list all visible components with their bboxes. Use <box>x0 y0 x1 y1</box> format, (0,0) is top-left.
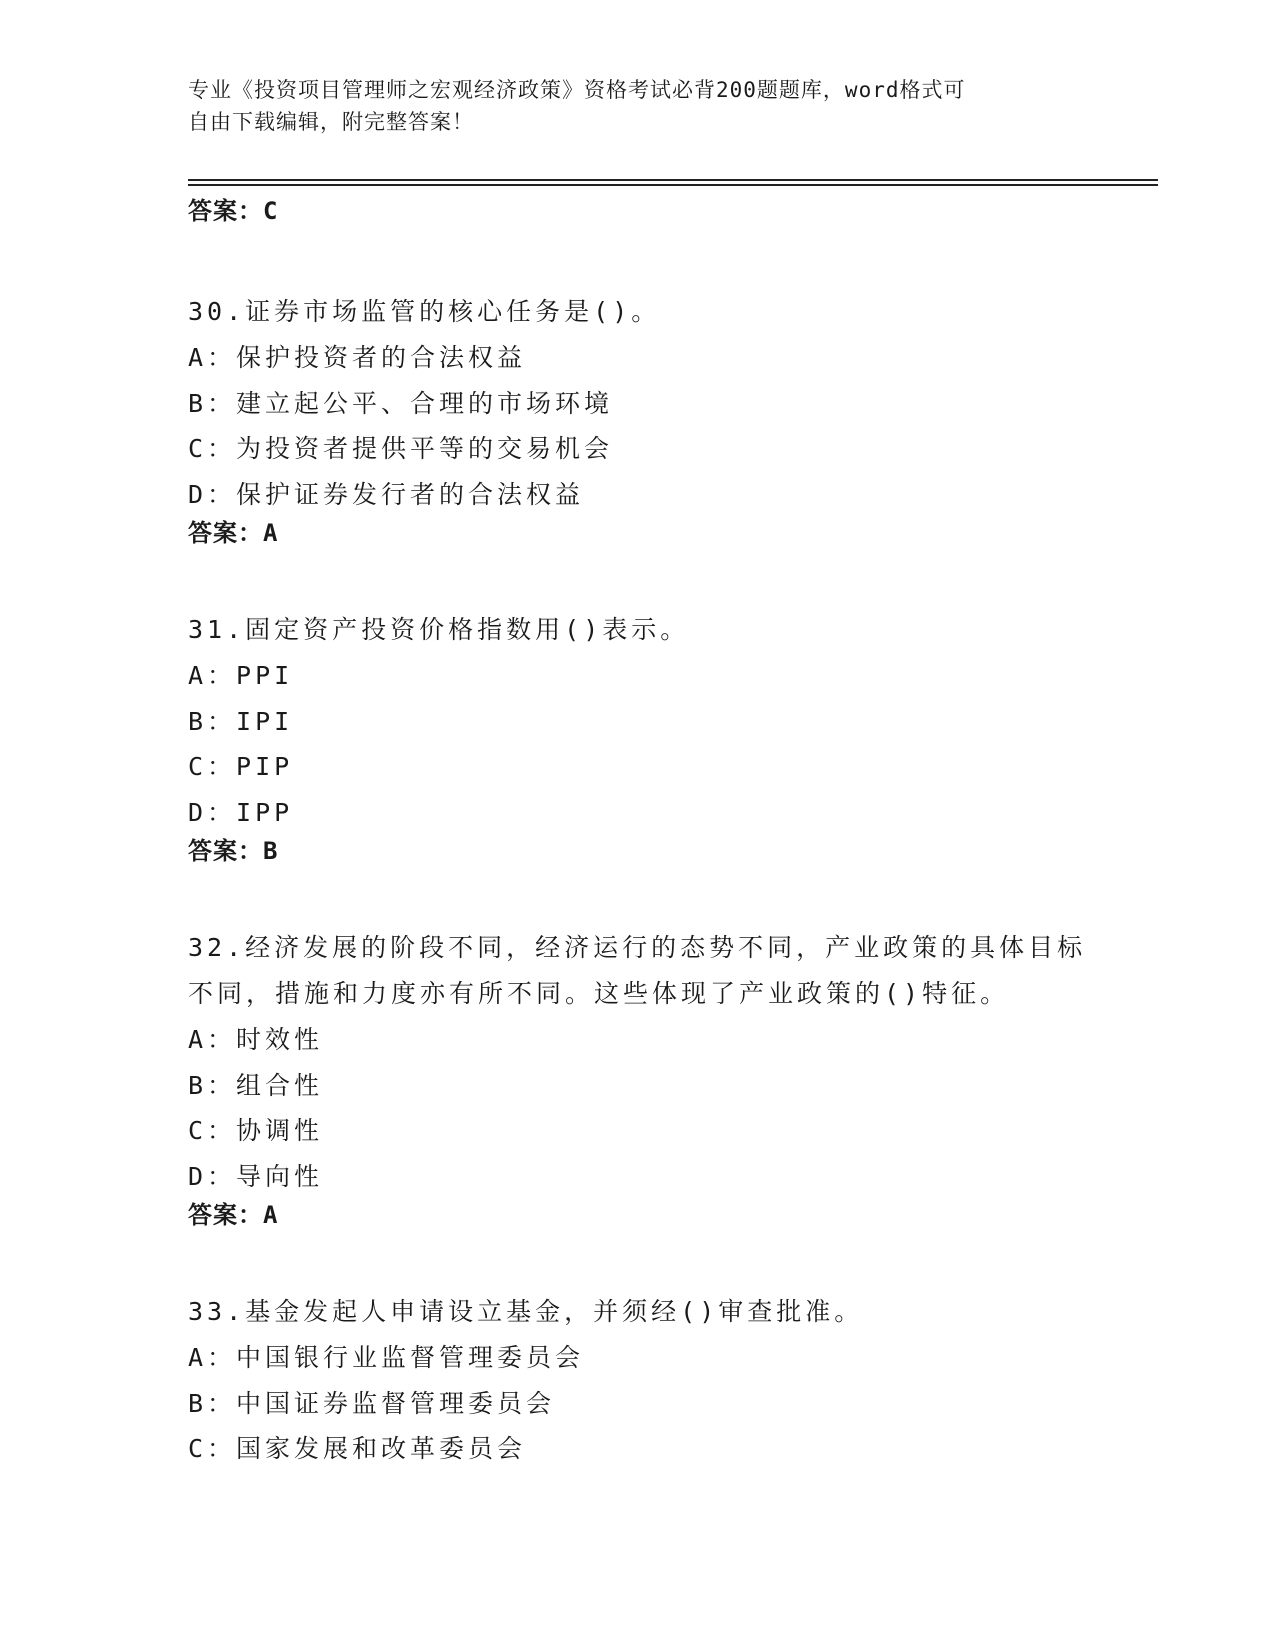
option-a: A：中国银行业监督管理委员会 <box>188 1343 585 1372</box>
option-c: C：为投资者提供平等的交易机会 <box>188 434 614 463</box>
option-d: D：IPP <box>188 797 294 827</box>
question-stem: 30.证券市场监管的核心任务是()。 <box>188 297 661 326</box>
header-divider-top <box>188 179 1158 181</box>
option-b: B：中国证券监督管理委员会 <box>188 1388 556 1418</box>
document-header <box>188 74 1088 138</box>
question-stem-line-2: 不同，措施和力度亦有所不同。这些体现了产业政策的()特征。 <box>188 979 1010 1008</box>
option-d: D：导向性 <box>188 1161 324 1191</box>
option-c: C：协调性 <box>188 1116 324 1145</box>
question-stem: 31.固定资产投资价格指数用()表示。 <box>188 615 690 644</box>
question-list <box>188 193 1088 1472</box>
option-c: C：国家发展和改革委员会 <box>188 1434 527 1463</box>
question-32 <box>188 925 1088 1231</box>
question-33 <box>188 1289 1088 1472</box>
option-c: C：PIP <box>188 752 294 781</box>
question-stem-line-1: 32.经济发展的阶段不同，经济运行的态势不同，产业政策的具体目标 <box>188 933 1087 962</box>
option-b: B：建立起公平、合理的市场环境 <box>188 388 614 418</box>
question-30 <box>188 289 1088 549</box>
answer-line: 答案：C <box>188 197 279 225</box>
header-line-2: 自由下载编辑，附完整答案！ <box>188 110 474 134</box>
answer-line: 答案：B <box>188 837 279 865</box>
option-b: B：IPI <box>188 706 294 736</box>
option-b: B：组合性 <box>188 1070 324 1100</box>
question-stem: 33.基金发起人申请设立基金，并须经()审查批准。 <box>188 1297 864 1326</box>
option-a: A：PPI <box>188 661 294 690</box>
header-line-1: 专业《投资项目管理师之宏观经济政策》资格考试必背200题题库，word格式可 <box>188 78 966 102</box>
option-a: A：时效性 <box>188 1025 324 1054</box>
option-d: D：保护证券发行者的合法权益 <box>188 479 585 509</box>
header-divider-bottom <box>188 184 1158 186</box>
option-a: A：保护投资者的合法权益 <box>188 343 527 372</box>
answer-line: 答案：A <box>188 519 279 547</box>
question-31 <box>188 607 1088 867</box>
answer-line: 答案：A <box>188 1201 279 1229</box>
